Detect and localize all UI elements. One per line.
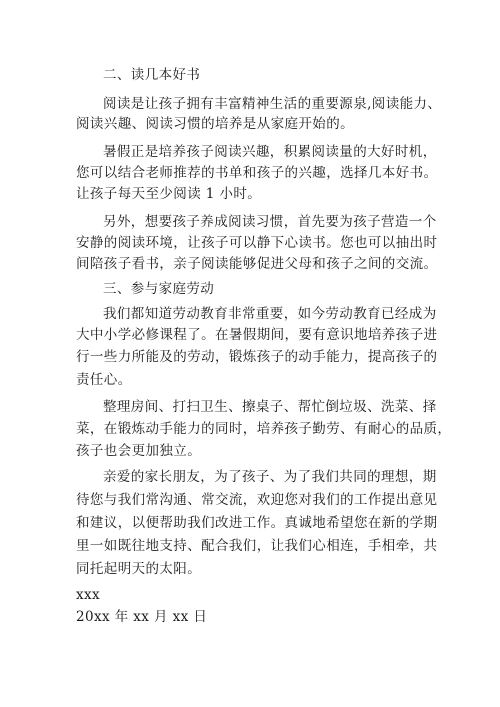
paragraph-line: 阅读兴趣、阅读习惯的培养是从家庭开始的。 <box>76 116 354 132</box>
paragraph-line: 我们都知道劳动教育非常重要，如今劳动教育已经成为 <box>103 306 437 322</box>
paragraph-line: 里一如既往地支持、配合我们，让我们心相连，手相牵，共 <box>76 538 438 554</box>
paragraph-line: 和建议，以便帮助我们改进工作。真诚地希望您在新的学期 <box>76 515 438 531</box>
paragraph-line: 菜，在锻炼动手能力的同时，培养孩子勤劳、有耐心的品质， <box>76 421 452 437</box>
date: 20xx 年 xx 月 xx 日 <box>76 609 208 625</box>
paragraph-line: 间陪孩子看书，亲子阅读能够促进父母和孩子之间的交流。 <box>76 256 438 272</box>
paragraph-line: 阅读是让孩子拥有丰富精神生活的重要源泉,阅读能力、 <box>103 96 442 112</box>
paragraph-line: 责任心。 <box>76 372 132 388</box>
paragraph-line: 亲爱的家长朋友，为了孩子、为了我们共同的理想，期 <box>103 469 437 485</box>
paragraph-line: 行一些力所能及的劳动，锻炼孩子的动手能力，提高孩子的 <box>76 349 438 365</box>
paragraph-line: 另外，想要孩子养成阅读习惯，首先要为孩子营造一个 <box>103 214 437 230</box>
paragraph-line: 大中小学必修课程了。在暑假期间，要有意识地培养孩子进 <box>76 327 438 343</box>
paragraph-line: 整理房间、打扫卫生、擦桌子、帮忙倒垃圾、洗菜、择 <box>103 399 437 415</box>
signature: xxx <box>76 587 101 603</box>
paragraph-line: 让孩子每天至少阅读 1 小时。 <box>76 186 262 202</box>
paragraph-line: 同托起明天的太阳。 <box>76 561 202 577</box>
paragraph-line: 您可以结合老师推荐的书单和孩子的兴趣，选择几本好书。 <box>76 165 438 181</box>
section-heading-read-books: 二、读几本好书 <box>103 67 201 83</box>
paragraph-line: 安静的阅读环境，让孩子可以静下心读书。您也可以抽出时 <box>76 235 438 251</box>
paragraph-line: 孩子也会更加独立。 <box>76 443 202 459</box>
paragraph-line: 待您与我们常沟通、常交流，欢迎您对我们的工作提出意见 <box>76 492 438 508</box>
paragraph-line: 暑假正是培养孩子阅读兴趣，积累阅读量的大好时机， <box>103 144 437 160</box>
section-heading-housework: 三、参与家庭劳动 <box>103 281 215 297</box>
